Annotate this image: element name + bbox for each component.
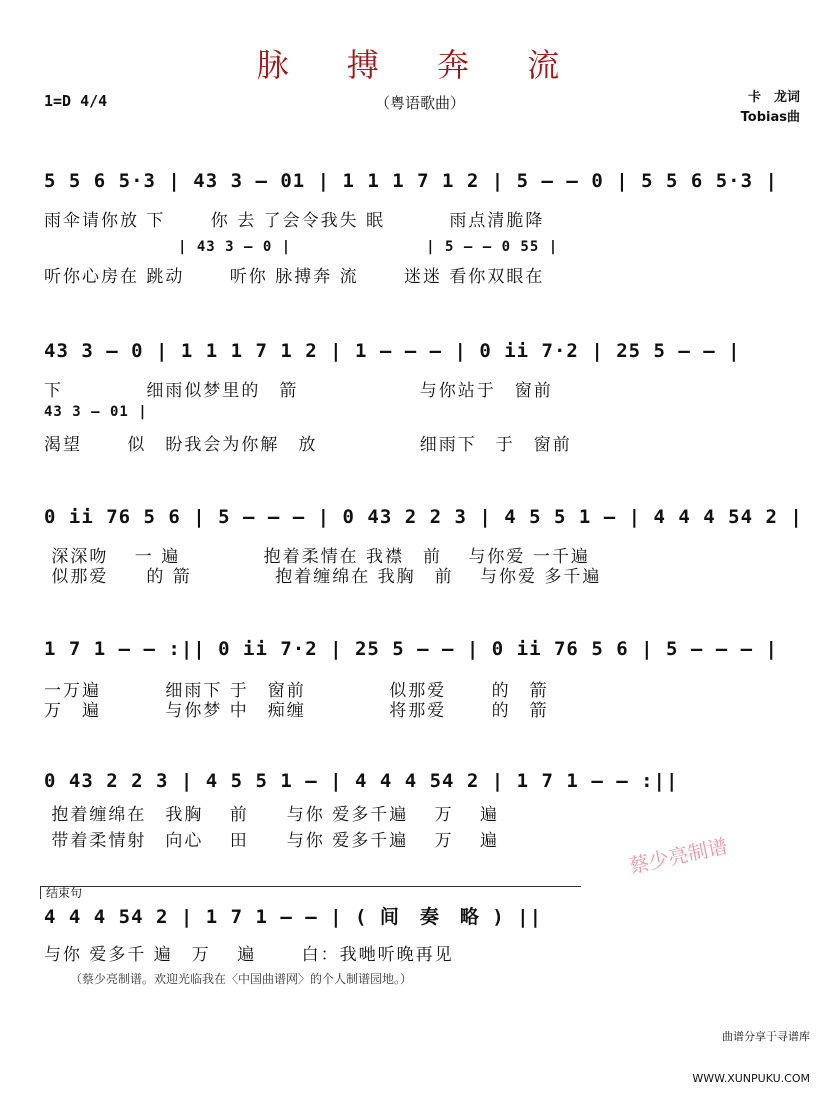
lyric-row: 万 遍 与你梦 中 痴缠 将那爱 的 箭 — [44, 701, 549, 721]
song-subtitle: （粤语歌曲） — [374, 94, 465, 112]
lyric-row: 与你 爱多千 遍 万 遍 白：我哋听晚再见 — [44, 945, 454, 965]
ending-bracket — [40, 886, 581, 899]
ending-label: 结束句 — [46, 886, 83, 900]
lyric-row: 带着柔情射 向心 田 与你 爱多千遍 万 遍 — [44, 831, 500, 851]
notation-row: 1 7 1 — — :|| 0 ii 7·2 | 25 5 — — | 0 ii 76 5 6 | 5 — — — | — [44, 638, 778, 660]
footnote: （蔡少亮制谱。欢迎光临我在〈中国曲谱网〉的个人制谱园地。） — [70, 972, 413, 986]
notation-row: 0 43 2 2 3 | 4 5 5 1 — | 4 4 4 54 2 | 1 7 1 — — :|| — [44, 770, 679, 792]
notation-row: 0 ii 76 5 6 | 5 — — — | 0 43 2 2 3 | 4 5 5 1 — | 4 4 4 54 2 | — [44, 506, 803, 528]
lyric-row: 一万遍 细雨下 于 窗前 似那爱 的 箭 — [44, 681, 549, 701]
key-signature: 1=D 4/4 — [44, 92, 108, 110]
lyric-row: 深深吻 一 遍 抱着柔情在 我襟 前 与你爱 一千遍 — [44, 547, 590, 567]
lyric-row: 听你心房在 跳动 听你 脉搏奔 流 迷迷 看你双眼在 — [44, 267, 545, 287]
lyricist-credit: 卡 龙词 — [747, 90, 800, 105]
notation-row: 43 3 — 0 | 1 1 1 7 1 2 | 1 — — — | 0 ii 7·2 | 25 5 — — | — [44, 340, 741, 362]
composer-credit: Tobias曲 — [740, 110, 800, 125]
site-credit — [692, 1002, 810, 1100]
notation-row: 43 3 — 01 | — [44, 404, 148, 420]
song-title: 脉 搏 奔 流 — [256, 46, 584, 84]
notation-row: 4 4 4 54 2 | 1 7 1 — — | ( 间 奏 略 ) || — [44, 906, 543, 928]
site-url: WWW.XUNPUKU.COM — [692, 1072, 810, 1085]
notation-row: 5 5 6 5·3 | 43 3 — 01 | 1 1 1 7 1 2 | 5 — — 0 | 5 5 6 5·3 | — [44, 170, 778, 192]
lyric-row: 渴望 似 盼我会为你解 放 细雨下 于 窗前 — [44, 435, 572, 455]
site-name: 曲谱分享于寻谱库 — [722, 1030, 810, 1043]
lyric-row: 雨伞请你放 下 你 去 了会令我失 眠 雨点清脆降 — [44, 211, 545, 231]
watermark-stamp: 蔡少亮制谱 — [626, 833, 730, 879]
notation-row: | 43 3 — 0 | | 5 — — 0 55 | — [178, 239, 559, 255]
lyric-row: 下 细雨似梦里的 箭 与你站于 窗前 — [44, 381, 553, 401]
lyric-row: 似那爱 的 箭 抱着缠绵在 我胸 前 与你爱 多千遍 — [44, 567, 602, 587]
lyric-row: 抱着缠绵在 我胸 前 与你 爱多千遍 万 遍 — [44, 805, 500, 825]
